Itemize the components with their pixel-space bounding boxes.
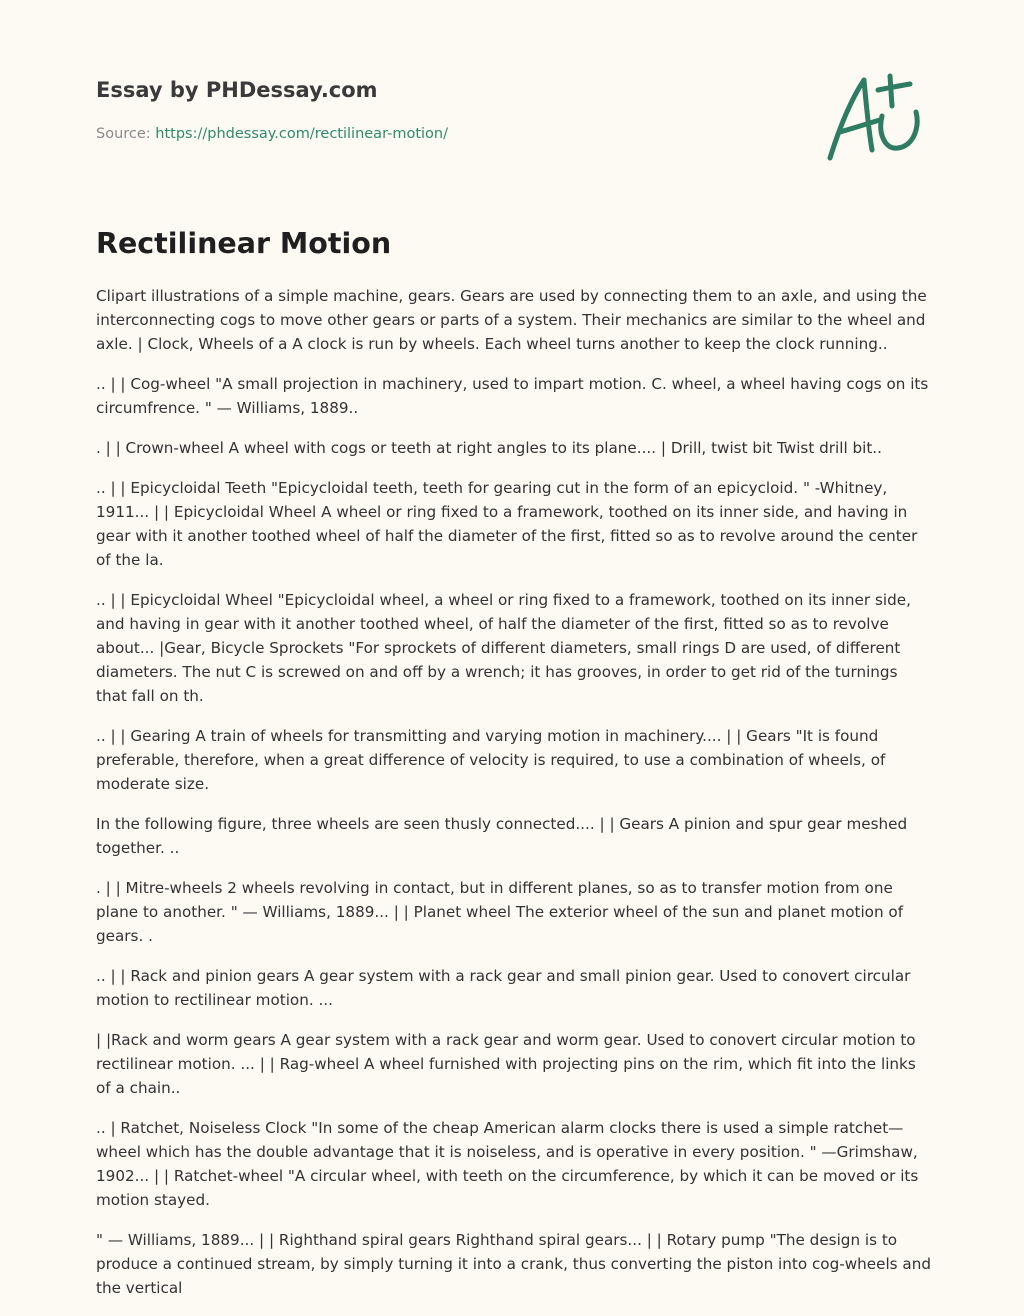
source-line [96, 124, 716, 144]
essay-title: Rectilinear Motion [96, 227, 392, 260]
source-label: Source: [96, 126, 156, 142]
paragraph: .. | | Epicycloidal Teeth "Epicycloidal teeth, teeth for gearing cut in the form of an epicycloid. " -Whitney, 1911... | | Epicycloidal Wheel A wheel or ring fixed to a framework, toothed on its inner side, and having in gear with it another toothed wheel of half the diameter of the first, fitted so as to revolve around the center of the la. [96, 479, 918, 569]
paragraph: . | | Crown-wheel A wheel with cogs or teeth at right angles to its plane.... | Drill, twist bit Twist drill bit.. [96, 439, 882, 457]
essay-body [96, 284, 932, 1316]
paragraph: .. | | Gearing A train of wheels for transmitting and varying motion in machinery.... | | Gears "It is found preferable, therefore, when a great difference of velocity is required, to use a combination of wheels, of moderate size. [96, 727, 886, 793]
paragraph: .. | | Cog-wheel "A small projection in machinery, used to impart motion. C. wheel, a wheel having cogs on its circumfrence. " — Williams, 1889.. [96, 375, 929, 417]
paragraph: .. | Ratchet, Noiseless Clock "In some of the cheap American alarm clocks there is used a simple ratchet—wheel which has the double advantage that it is noiseless, and is operative in every position. " —Grimshaw, 1902... | | Ratchet-wheel "A circular wheel, with teeth on the circumference, by which it can be moved or its motion stayed. [96, 1119, 919, 1209]
paragraph: In the following figure, three wheels are seen thusly connected.... | | Gears A pinion and spur gear meshed together. .. [96, 815, 908, 857]
a-plus-grade-icon [820, 66, 930, 166]
paragraph: " — Williams, 1889... | | Righthand spiral gears Righthand spiral gears... | | Rotary pump "The design is to produce a continued stream, by simply turning it into a crank, thus converting the piston into cog-wheels and the vertical [96, 1231, 931, 1297]
paragraph: .. | | Rack and pinion gears A gear system with a rack gear and small pinion gear. Used to conovert circular motion to rectilinear motion. ... [96, 967, 911, 1009]
paragraph: . | | Mitre-wheels 2 wheels revolving in contact, but in different planes, so as to transfer motion from one plane to another. " — Williams, 1889... | | Planet wheel The exterior wheel of the sun and planet motion of gears. . [96, 879, 904, 945]
essay-header [96, 74, 716, 144]
paragraph: | |Rack and worm gears A gear system with a rack gear and worm gear. Used to conovert circular motion to rectilinear motion. ... | | Rag-wheel A wheel furnished with projecting pins on the rim, which fit into the links of a chain.. [96, 1031, 916, 1097]
paragraph: Clipart illustrations of a simple machine, gears. Gears are used by connecting them to an axle, and using the interconnecting cogs to move other gears or parts of a system. Their mechanics are similar to the wheel and axle. | Clock, Wheels of a A clock is run by wheels. Each wheel turns another to keep the clock running.. [96, 287, 927, 353]
paragraph: .. | | Epicycloidal Wheel "Epicycloidal wheel, a wheel or ring fixed to a framework, toothed on its inner side, and having in gear with it another toothed wheel, of half the diameter of the first, fitted so as to revolve about... |Gear, Bicycle Sprockets "For sprockets of different diameters, small rings D are used, of different diameters. The nut C is screwed on and off by a wrench; it has grooves, in order to get rid of the turnings that fall on th. [96, 591, 911, 705]
source-link[interactable]: https://phdessay.com/rectilinear-motion/ [155, 126, 448, 142]
brand-title: Essay by PHDessay.com [96, 78, 378, 102]
